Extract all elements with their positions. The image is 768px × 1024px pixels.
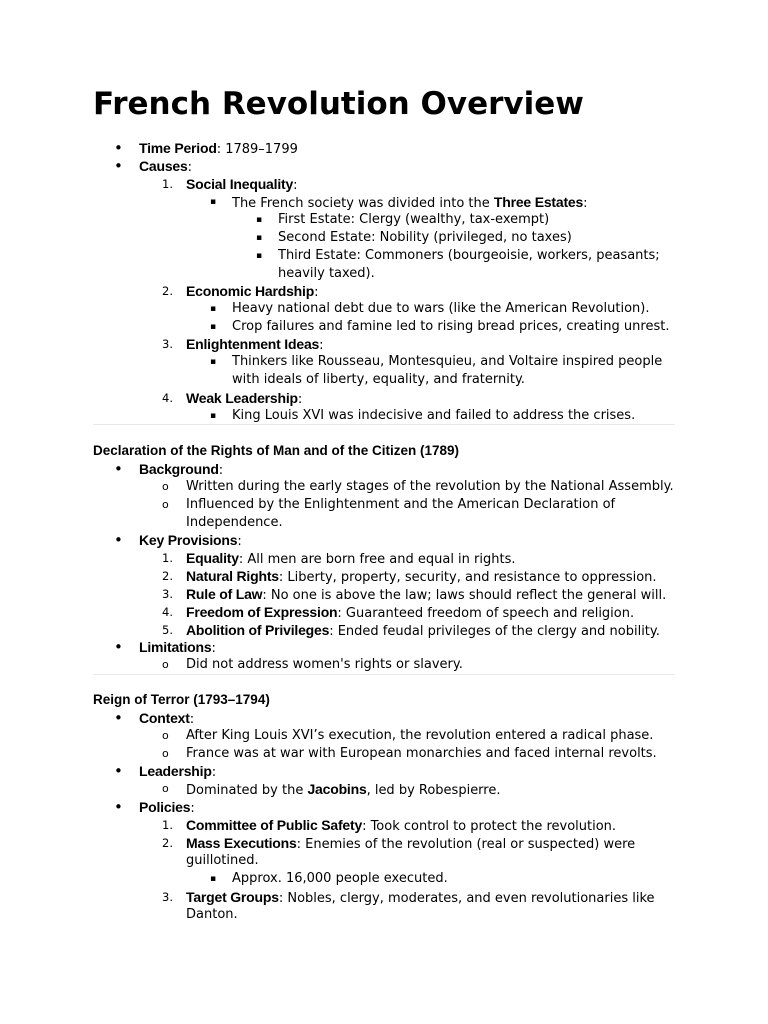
context-label: Context: [139, 710, 190, 726]
list-item: Approx. 16,000 people executed.: [232, 871, 448, 886]
list-item: Did not address women's rights or slavery.: [186, 657, 463, 672]
colon: :: [187, 160, 192, 175]
text: :: [583, 196, 588, 211]
provision-label: Abolition of Privileges: [186, 622, 330, 638]
colon: :: [218, 463, 224, 478]
circle-marker: o: [162, 658, 169, 671]
three-estates-label: Three Estates: [493, 194, 584, 210]
estate-item: First Estate: Clergy (wealthy, tax-exempt): [278, 212, 550, 227]
provision-item: [186, 549, 516, 569]
colon: :: [293, 178, 298, 193]
provision-item: [186, 585, 666, 605]
bullet-marker: •: [114, 638, 123, 656]
text: Dominated by the: [186, 783, 308, 798]
square-marker: ▪: [210, 304, 217, 314]
number-marker: 2.: [162, 569, 173, 583]
square-marker: ▪: [256, 251, 263, 261]
estate-item: Third Estate: Commoners (bourgeoisie, workers, peasants;: [278, 248, 660, 263]
colon: :: [189, 712, 195, 727]
number-marker: 3.: [162, 337, 173, 351]
text: , led by Robespierre.: [366, 783, 501, 798]
bullet-marker: •: [114, 157, 123, 175]
list-item: France was at war with European monarchies and faced internal revolts.: [186, 746, 657, 761]
number-marker: 2.: [162, 284, 173, 298]
list-item: Written during the early stages of the revolution by the National Assembly.: [186, 479, 674, 494]
number-marker: 4.: [162, 605, 173, 619]
social-inequality-label: Social Inequality: [186, 176, 294, 192]
enlightenment-line: [186, 335, 324, 355]
number-marker: 1.: [162, 818, 173, 832]
background-label: Background: [139, 461, 219, 477]
time-period-value: : 1789–1799: [216, 142, 298, 157]
bullet-marker: •: [114, 139, 123, 157]
social-inequality-line: [186, 175, 297, 195]
circle-marker: o: [162, 729, 169, 742]
colon: :: [211, 641, 216, 656]
square-marker: ▪: [210, 197, 217, 207]
causes-line: [139, 157, 192, 177]
list-item: After King Louis XVI’s execution, the revolution entered a radical phase.: [186, 728, 654, 743]
colon: :: [190, 801, 195, 816]
number-marker: 1.: [162, 551, 173, 565]
enlightenment-label: Enlightenment Ideas: [186, 336, 320, 352]
policies-line: [139, 798, 195, 818]
circle-marker: o: [162, 480, 169, 493]
list-item: Heavy national debt due to wars (like the American Revolution).: [232, 301, 650, 316]
weak-leadership-line: [186, 389, 302, 409]
number-marker: 4.: [162, 391, 173, 405]
policy-item-continued: guillotined.: [186, 853, 259, 868]
key-provisions-line: [139, 531, 242, 551]
number-marker: 3.: [162, 587, 173, 601]
policy-text: : Nobles, clergy, moderates, and even revolutionaries like: [278, 891, 655, 906]
policy-text: : Enemies of the revolution (real or suspected) were: [296, 837, 636, 852]
colon: :: [211, 765, 217, 780]
section-divider: [93, 674, 675, 675]
provision-item: [186, 603, 634, 623]
square-marker: ▪: [210, 357, 217, 367]
provision-text: : Ended feudal privileges of the clergy and nobility.: [329, 624, 660, 639]
number-marker: 5.: [162, 623, 173, 637]
provision-item: [186, 567, 657, 587]
section-divider: [93, 424, 675, 425]
list-item: Crop failures and famine led to rising bread prices, creating unrest.: [232, 319, 670, 334]
weak-leadership-label: Weak Leadership: [186, 390, 298, 406]
time-period-line: [139, 139, 298, 159]
list-item: [186, 780, 501, 800]
estate-item-continued: heavily taxed).: [278, 266, 375, 281]
circle-marker: o: [162, 782, 169, 795]
provision-text: : No one is above the law; laws should reflect the general will.: [262, 588, 667, 603]
policy-text: : Took control to protect the revolution.: [362, 819, 617, 834]
background-line: [139, 460, 223, 480]
terror-heading: Reign of Terror (1793–1794): [93, 692, 270, 707]
text: The French society was divided into the: [232, 196, 494, 211]
policy-item-continued: Danton.: [186, 907, 238, 922]
number-marker: 1.: [162, 177, 173, 191]
list-item-continued: Independence.: [186, 515, 283, 530]
number-marker: 3.: [162, 890, 173, 904]
causes-label: Causes: [139, 158, 188, 174]
policy-label: Target Groups: [186, 889, 279, 905]
bullet-marker: •: [114, 762, 123, 780]
list-item: King Louis XVI was indecisive and failed to address the crises.: [232, 408, 636, 423]
leadership-line: [139, 762, 216, 782]
colon: :: [314, 285, 319, 300]
key-provisions-label: Key Provisions: [139, 532, 238, 548]
context-line: [139, 709, 194, 729]
square-marker: ▪: [256, 215, 263, 225]
policy-label: Committee of Public Safety: [186, 817, 363, 833]
bullet-marker: •: [114, 531, 123, 549]
circle-marker: o: [162, 498, 169, 511]
provision-label: Equality: [186, 550, 239, 566]
colon: :: [319, 338, 324, 353]
bullet-marker: •: [114, 460, 123, 478]
limitations-line: [139, 638, 216, 658]
jacobins-label: Jacobins: [307, 781, 367, 797]
list-item: Influenced by the Enlightenment and the American Declaration of: [186, 497, 616, 512]
provision-text: : All men are born free and equal in rights.: [238, 552, 516, 567]
policy-item: [186, 816, 616, 836]
provision-label: Rule of Law: [186, 586, 263, 602]
limitations-label: Limitations: [139, 639, 212, 655]
circle-marker: o: [162, 747, 169, 760]
provision-text: : Guaranteed freedom of speech and religion.: [337, 606, 635, 621]
bullet-marker: •: [114, 798, 123, 816]
bullet-marker: •: [114, 709, 123, 727]
list-item: Thinkers like Rousseau, Montesquieu, and Voltaire inspired people: [232, 354, 663, 369]
declaration-heading: Declaration of the Rights of Man and of the Citizen (1789): [93, 443, 460, 458]
economic-hardship-label: Economic Hardship: [186, 283, 315, 299]
page-title: French Revolution Overview: [93, 86, 584, 122]
time-period-label: Time Period: [139, 140, 217, 156]
square-marker: ▪: [210, 322, 217, 332]
provision-label: Natural Rights: [186, 568, 279, 584]
leadership-label: Leadership: [139, 763, 212, 779]
colon: :: [237, 534, 242, 549]
policies-label: Policies: [139, 799, 191, 815]
policy-label: Mass Executions: [186, 835, 297, 851]
provision-item: [186, 621, 660, 641]
list-item-continued: with ideals of liberty, equality, and fraternity.: [232, 372, 525, 387]
economic-hardship-line: [186, 282, 318, 302]
policy-item: [186, 834, 635, 854]
square-marker: ▪: [256, 233, 263, 243]
square-marker: ▪: [210, 874, 217, 884]
three-estates-line: [232, 193, 588, 213]
number-marker: 2.: [162, 836, 173, 850]
square-marker: ▪: [210, 411, 217, 421]
policy-item: [186, 888, 655, 908]
colon: :: [297, 392, 303, 407]
provision-label: Freedom of Expression: [186, 604, 338, 620]
provision-text: : Liberty, property, security, and resistance to oppression.: [278, 570, 657, 585]
estate-item: Second Estate: Nobility (privileged, no taxes): [278, 230, 572, 245]
